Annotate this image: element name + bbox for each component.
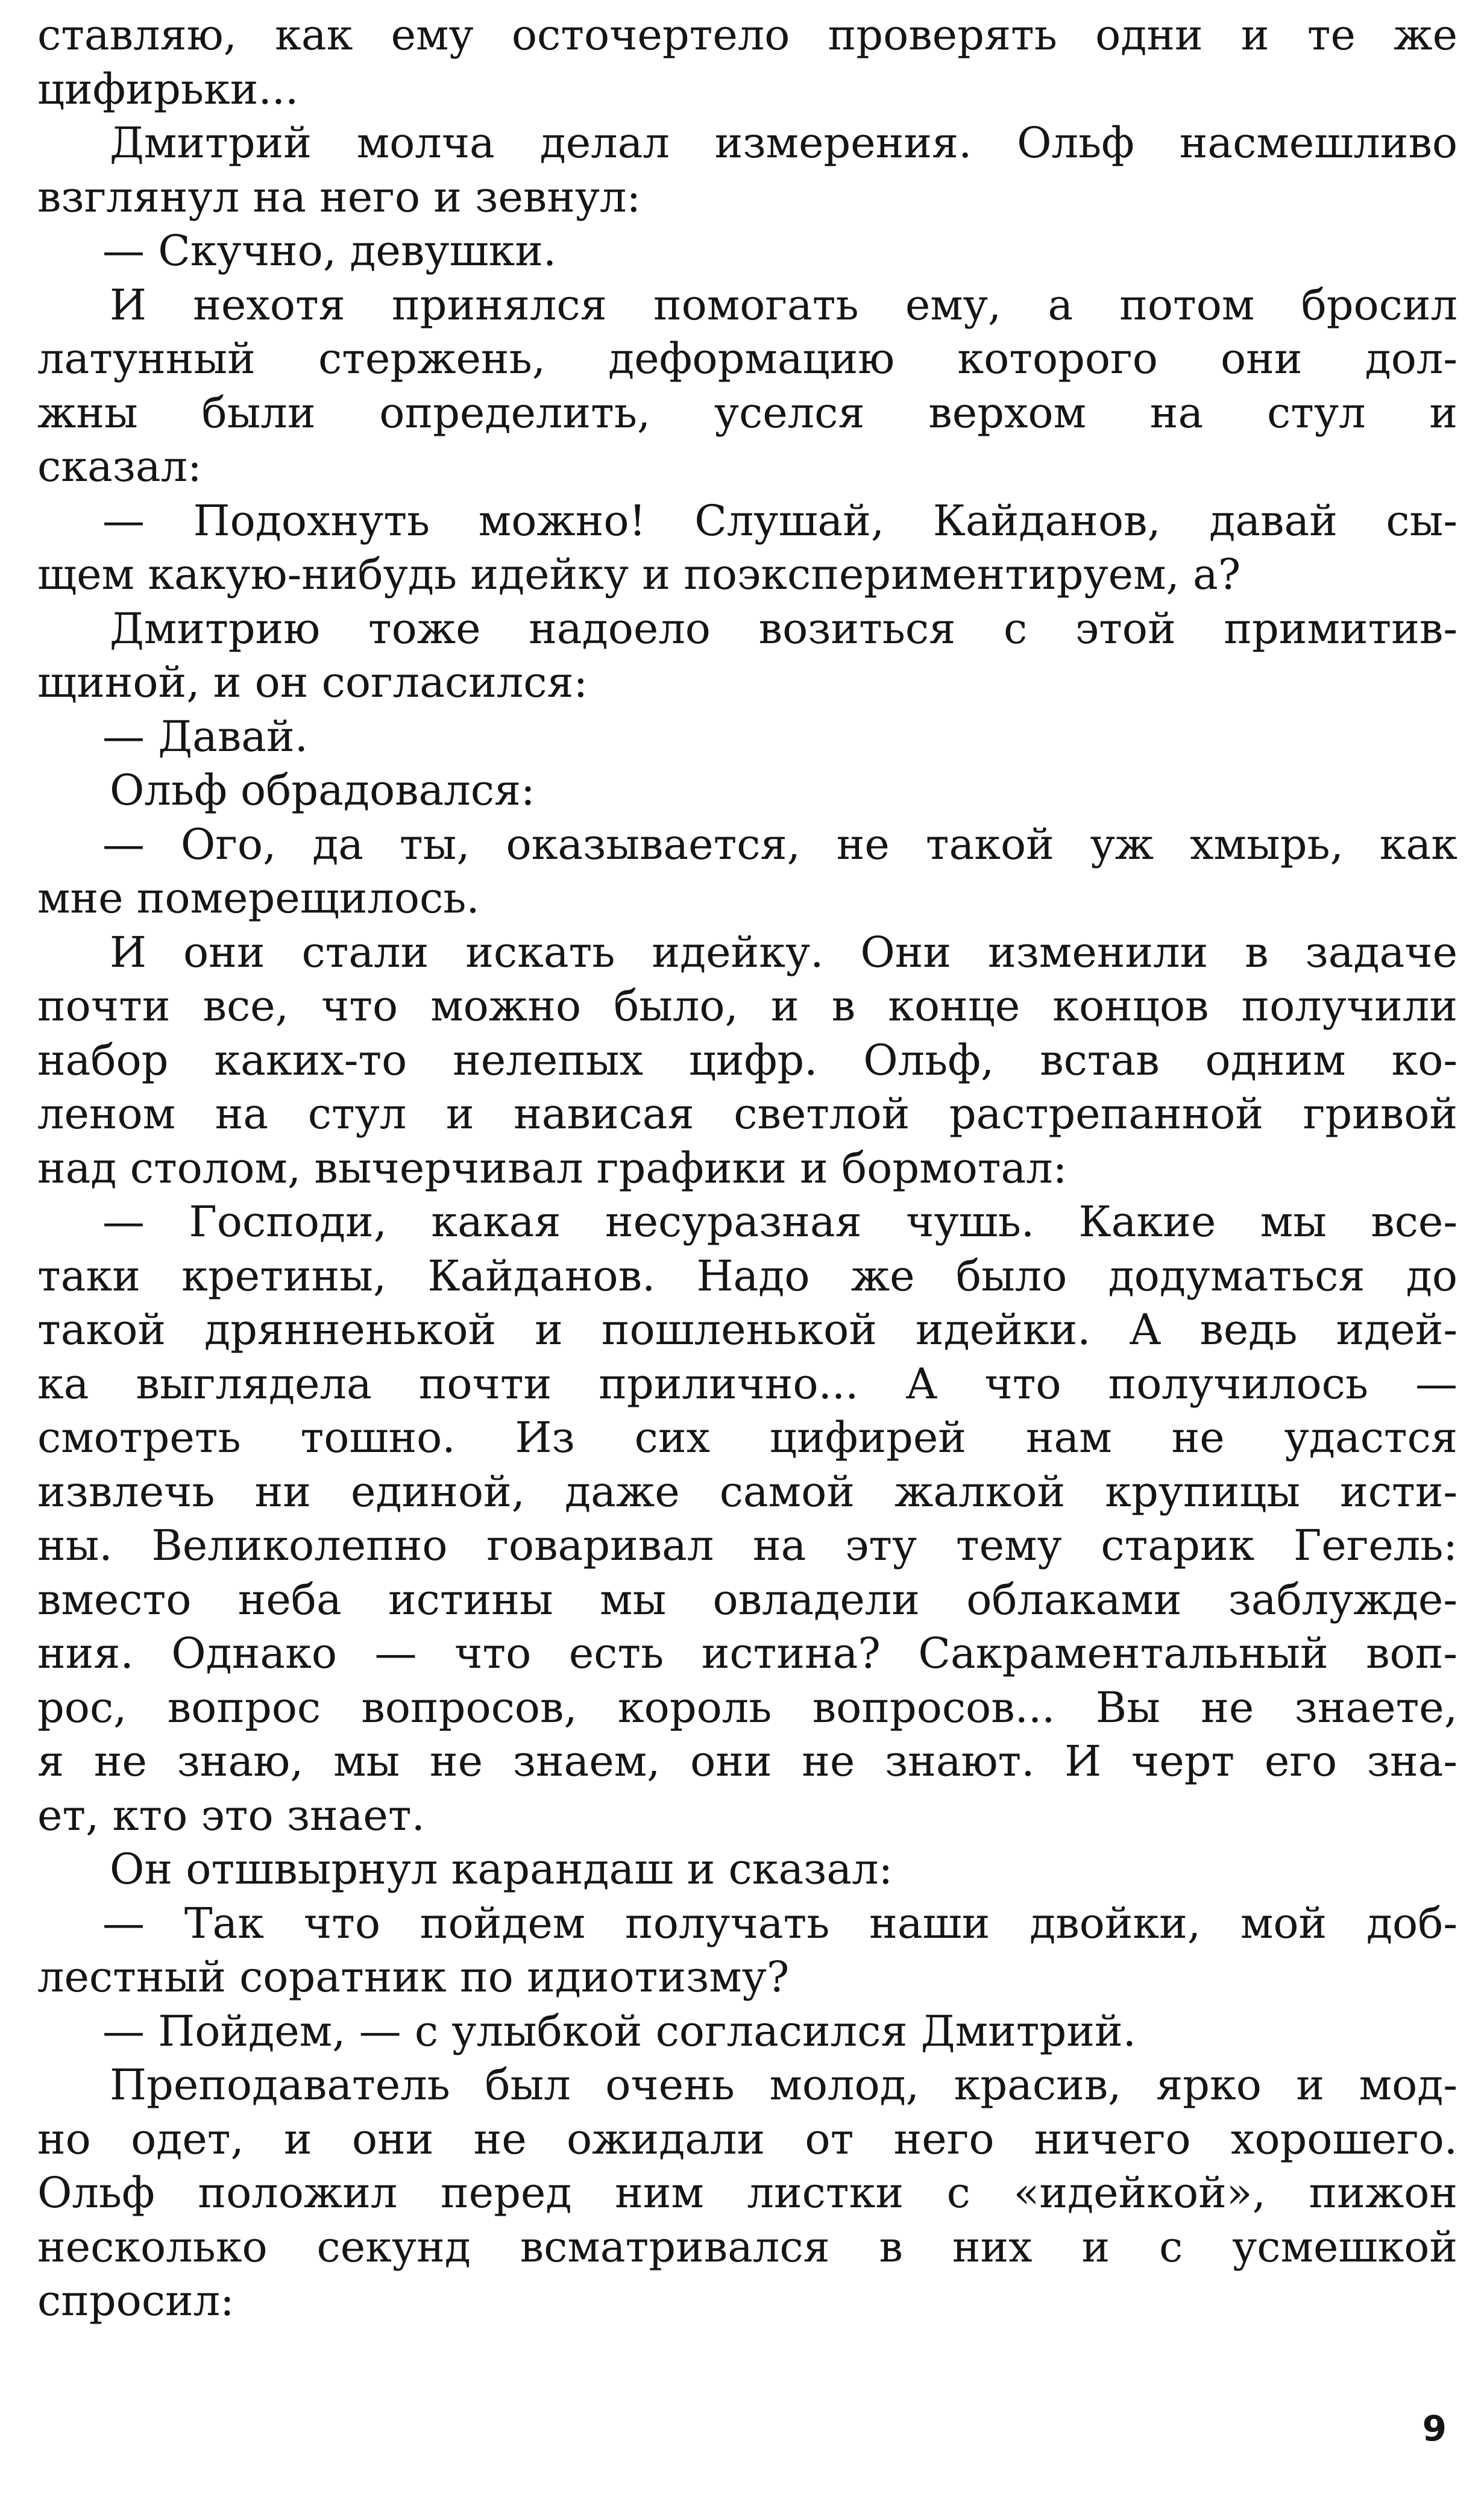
text-line: извлечь ни единой, даже самой жалкой крупицы исти- [37, 1466, 1457, 1517]
text-line: взглянул на него и зевнул: [37, 172, 641, 222]
text-line: Ольф положил перед ним листки с «идейкой», пижон [37, 2168, 1457, 2217]
text-line: ставляю, как ему осточертело проверять одни и те же [37, 10, 1457, 60]
text-line: спросил: [37, 2276, 234, 2325]
text-line: рос, вопрос вопросов, король вопросов... Вы не знаете, [37, 1682, 1457, 1732]
text-line: — Так что пойдем получать наши двойки, мой доб- [102, 1898, 1457, 1948]
text-line: — Пойдем, — с улыбкой согласился Дмитрий. [102, 2006, 1136, 2056]
text-line: Он отшвырнул карандаш и сказал: [110, 1844, 893, 1894]
text-line: щиной, и он согласился: [37, 658, 588, 707]
text-line: мне померещилось. [37, 873, 480, 923]
text-line: вместо неба истины мы овладели облаками заблужде- [37, 1574, 1457, 1624]
text-line: таки кретины, Кайданов. Надо же было додуматься до [37, 1251, 1457, 1301]
text-line: — Ого, да ты, оказывается, не такой уж хмырь, как [102, 819, 1457, 869]
text-line: лестный соратник по идиотизму? [37, 1952, 790, 2002]
text-line: латунный стержень, деформацию которого они дол- [37, 334, 1457, 383]
text-line: ка выглядела почти прилично... А что получилось — [37, 1359, 1457, 1409]
text-line: жны были определить, уселся верхом на стул и [37, 388, 1457, 438]
text-line: Дмитрию тоже надоело возиться с этой примитив- [110, 603, 1457, 653]
text-line: я не знаю, мы не знаем, они не знают. И черт его зна- [37, 1737, 1457, 1786]
text-line: несколько секунд всматривался в них и с усмешкой [37, 2222, 1457, 2272]
text-line: Дмитрий молча делал измерения. Ольф насмешливо [110, 118, 1457, 168]
text-line: цифирьки... [37, 64, 299, 114]
text-line: ет, кто это знает. [37, 1790, 425, 1840]
text-line: И они стали искать идейку. Они изменили в задаче [110, 927, 1457, 977]
text-line: над столом, вычерчивал графики и бормотал: [37, 1143, 1067, 1193]
text-line: ния. Однако — что есть истина? Сакраментальный воп- [37, 1629, 1457, 1678]
text-line: но одет, и они не ожидали от него ничего хорошего. [37, 2114, 1457, 2164]
text-line: — Господи, какая несуразная чушь. Какие мы все- [102, 1197, 1457, 1246]
page-number: 9 [1422, 2408, 1447, 2449]
text-line: смотреть тошно. Из сих цифирей нам не удастся [37, 1413, 1457, 1462]
text-line: набор каких-то нелепых цифр. Ольф, встав одним ко- [37, 1035, 1457, 1085]
text-line: сказал: [37, 442, 202, 491]
text-line: — Скучно, девушки. [102, 226, 557, 275]
text-line: — Подохнуть можно! Слушай, Кайданов, давай сы- [102, 495, 1457, 545]
text-line: щем какую-нибудь идейку и поэкспериментируем, а? [37, 550, 1241, 599]
text-line: такой дрянненькой и пошленькой идейки. А ведь идей- [37, 1305, 1457, 1354]
body-text [37, 8, 1457, 2328]
text-line: Преподаватель был очень молод, красив, ярко и мод- [110, 2060, 1457, 2110]
text-line: — Давай. [102, 711, 308, 761]
text-line: почти все, что можно было, и в конце концов получили [37, 981, 1457, 1031]
text-line: Ольф обрадовался: [110, 765, 535, 815]
text-line: ны. Великолепно говаривал на эту тему старик Гегель: [37, 1521, 1457, 1570]
text-line: леном на стул и нависая светлой растрепанной гривой [37, 1089, 1457, 1139]
text-line: И нехотя принялся помогать ему, а потом бросил [110, 280, 1457, 330]
